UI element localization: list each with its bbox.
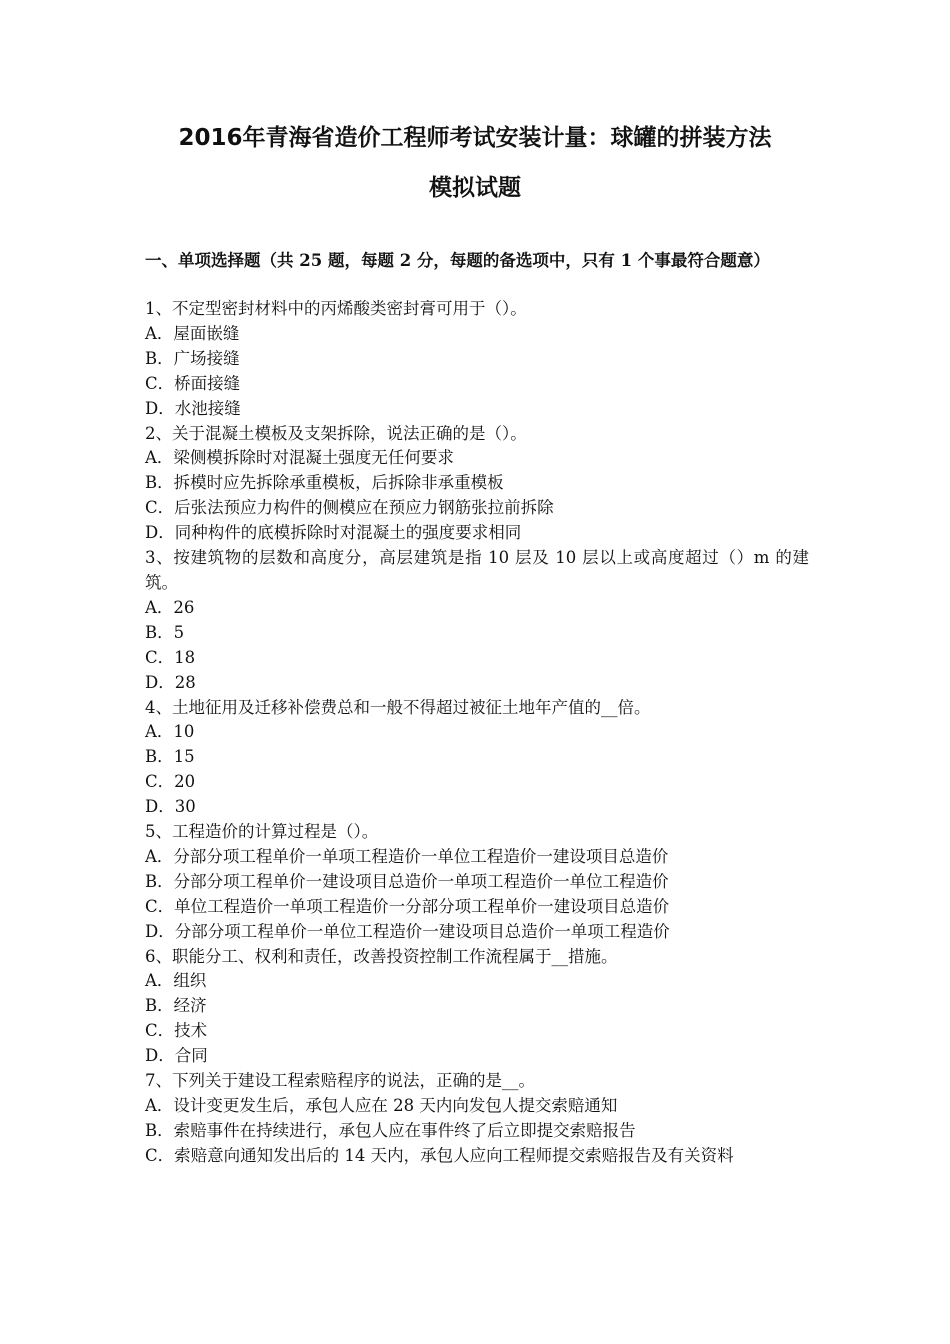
question-4-option-d: D．30 (145, 797, 196, 817)
question-3-option-a: A．26 (145, 597, 195, 617)
question-7-option-c: C．索赔意向通知发出后的 14 天内，承包人应向工程师提交索赔报告及有关资料 (145, 1145, 734, 1165)
question-3-stem: 3、按建筑物的层数和高度分，高层建筑是指 10 层及 10 层以上或高度超过（）m 的建筑。 (145, 548, 809, 592)
question-1-option-d: D．水池接缝 (145, 398, 241, 418)
document-subtitle: 模拟试题 (429, 175, 521, 201)
question-3-option-c: C．18 (145, 647, 196, 667)
question-2-option-a: A．梁侧模拆除时对混凝土强度无任何要求 (145, 448, 454, 468)
question-1-option-b: B．广场接缝 (145, 348, 240, 368)
question-4-stem: 4、土地征用及迁移补偿费总和一般不得超过被征土地年产值的__倍。 (145, 697, 651, 717)
question-6-stem: 6、职能分工、权利和责任，改善投资控制工作流程属于__措施。 (145, 946, 618, 966)
question-6-option-a: A．组织 (145, 971, 207, 991)
question-list (145, 297, 809, 1169)
question-5-option-c: C．单位工程造价一单项工程造价一分部分项工程单价一建设项目总造价 (145, 896, 670, 916)
question-7-option-b: B．索赔事件在持续进行，承包人应在事件终了后立即提交索赔报告 (145, 1120, 636, 1140)
section-heading: 一、单项选择题（共 25 题，每题 2 分，每题的备选项中，只有 1 个事最符合题意） (145, 251, 770, 270)
question-6-option-c: C．技术 (145, 1021, 208, 1041)
question-2-stem: 2、关于混凝土模板及支架拆除，说法正确的是（）。 (145, 423, 527, 443)
question-4-option-b: B．15 (145, 747, 195, 767)
question-1-stem: 1、不定型密封材料中的丙烯酸类密封膏可用于（）。 (145, 299, 527, 318)
question-2-option-b: B．拆模时应先拆除承重模板，后拆除非承重模板 (145, 473, 504, 493)
question-5-stem: 5、工程造价的计算过程是（）。 (145, 822, 379, 842)
question-5-option-d: D．分部分项工程单价一单位工程造价一建设项目总造价一单项工程造价 (145, 921, 670, 941)
question-5-option-a: A．分部分项工程单价一单项工程造价一单位工程造价一建设项目总造价 (145, 846, 669, 866)
question-2-option-d: D．同种构件的底模拆除时对混凝土的强度要求相同 (145, 523, 522, 543)
question-1-option-a: A．屋面嵌缝 (145, 323, 240, 343)
document-title: 2016年青海省造价工程师考试安装计量：球罐的拼装方法 (178, 125, 772, 151)
question-4-option-c: C．20 (145, 772, 196, 792)
question-2-option-c: C．后张法预应力构件的侧模应在预应力钢筋张拉前拆除 (145, 498, 554, 518)
question-6-option-d: D．合同 (145, 1046, 208, 1066)
question-6-option-b: B．经济 (145, 996, 207, 1016)
question-1-option-c: C．桥面接缝 (145, 373, 241, 393)
question-4-option-a: A．10 (145, 722, 195, 742)
question-3-option-d: D．28 (145, 672, 196, 692)
question-7-stem: 7、下列关于建设工程索赔程序的说法，正确的是__。 (145, 1071, 535, 1091)
question-7-option-a: A．设计变更发生后，承包人应在 28 天内向发包人提交索赔通知 (145, 1096, 618, 1115)
question-5-option-b: B．分部分项工程单价一建设项目总造价一单项工程造价一单位工程造价 (145, 871, 669, 891)
question-3-option-b: B．5 (145, 622, 185, 642)
